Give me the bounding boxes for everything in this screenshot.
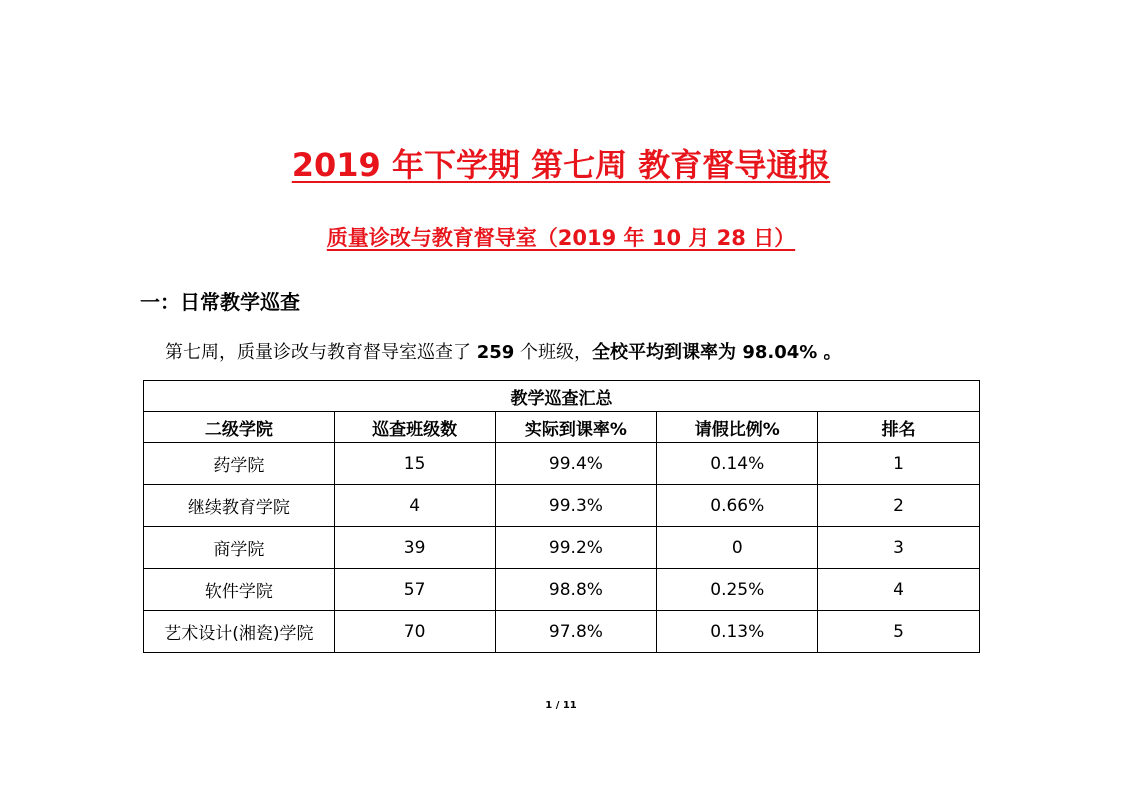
- cell-rank: 5: [818, 611, 980, 653]
- header-leave-ratio: 请假比例%: [657, 412, 818, 443]
- cell-leave-ratio: 0: [657, 527, 818, 569]
- table-row: [144, 443, 980, 485]
- table-row: [144, 527, 980, 569]
- cell-class-count: 70: [334, 611, 495, 653]
- cell-college: 软件学院: [144, 569, 335, 611]
- summary-paragraph: 第七周，质量诊改与教育督导室巡查了 259 个班级，全校平均到课率为 98.04% 。: [165, 342, 842, 363]
- cell-attendance: 99.3%: [495, 485, 657, 527]
- cell-rank: 4: [818, 569, 980, 611]
- cell-class-count: 57: [334, 569, 495, 611]
- header-attendance: 实际到课率%: [495, 412, 657, 443]
- cell-class-count: 39: [334, 527, 495, 569]
- cell-leave-ratio: 0.25%: [657, 569, 818, 611]
- cell-leave-ratio: 0.66%: [657, 485, 818, 527]
- cell-attendance: 98.8%: [495, 569, 657, 611]
- cell-rank: 2: [818, 485, 980, 527]
- section-heading: 一：日常教学巡查: [140, 290, 300, 314]
- table-row: [144, 569, 980, 611]
- cell-college: 艺术设计(湘瓷)学院: [144, 611, 335, 653]
- cell-college: 商学院: [144, 527, 335, 569]
- report-title: 2019 年下学期 第七周 教育督导通报: [291, 146, 831, 184]
- cell-leave-ratio: 0.13%: [657, 611, 818, 653]
- cell-college: 药学院: [144, 443, 335, 485]
- table-row: [144, 611, 980, 653]
- page-number: 1 / 11: [545, 700, 577, 711]
- header-college: 二级学院: [144, 412, 335, 443]
- report-subtitle: 质量诊改与教育督导室（2019 年 10 月 28 日）: [326, 226, 796, 250]
- header-class-count: 巡查班级数: [334, 412, 495, 443]
- header-rank: 排名: [818, 412, 980, 443]
- table-caption: 教学巡查汇总: [144, 381, 980, 412]
- cell-class-count: 4: [334, 485, 495, 527]
- table-header-row: [144, 412, 980, 443]
- cell-rank: 1: [818, 443, 980, 485]
- cell-class-count: 15: [334, 443, 495, 485]
- cell-college: 继续教育学院: [144, 485, 335, 527]
- cell-attendance: 97.8%: [495, 611, 657, 653]
- table-caption-row: [144, 381, 980, 412]
- table-row: [144, 485, 980, 527]
- cell-leave-ratio: 0.14%: [657, 443, 818, 485]
- cell-attendance: 99.4%: [495, 443, 657, 485]
- inspection-summary-table: [143, 380, 980, 653]
- cell-attendance: 99.2%: [495, 527, 657, 569]
- cell-rank: 3: [818, 527, 980, 569]
